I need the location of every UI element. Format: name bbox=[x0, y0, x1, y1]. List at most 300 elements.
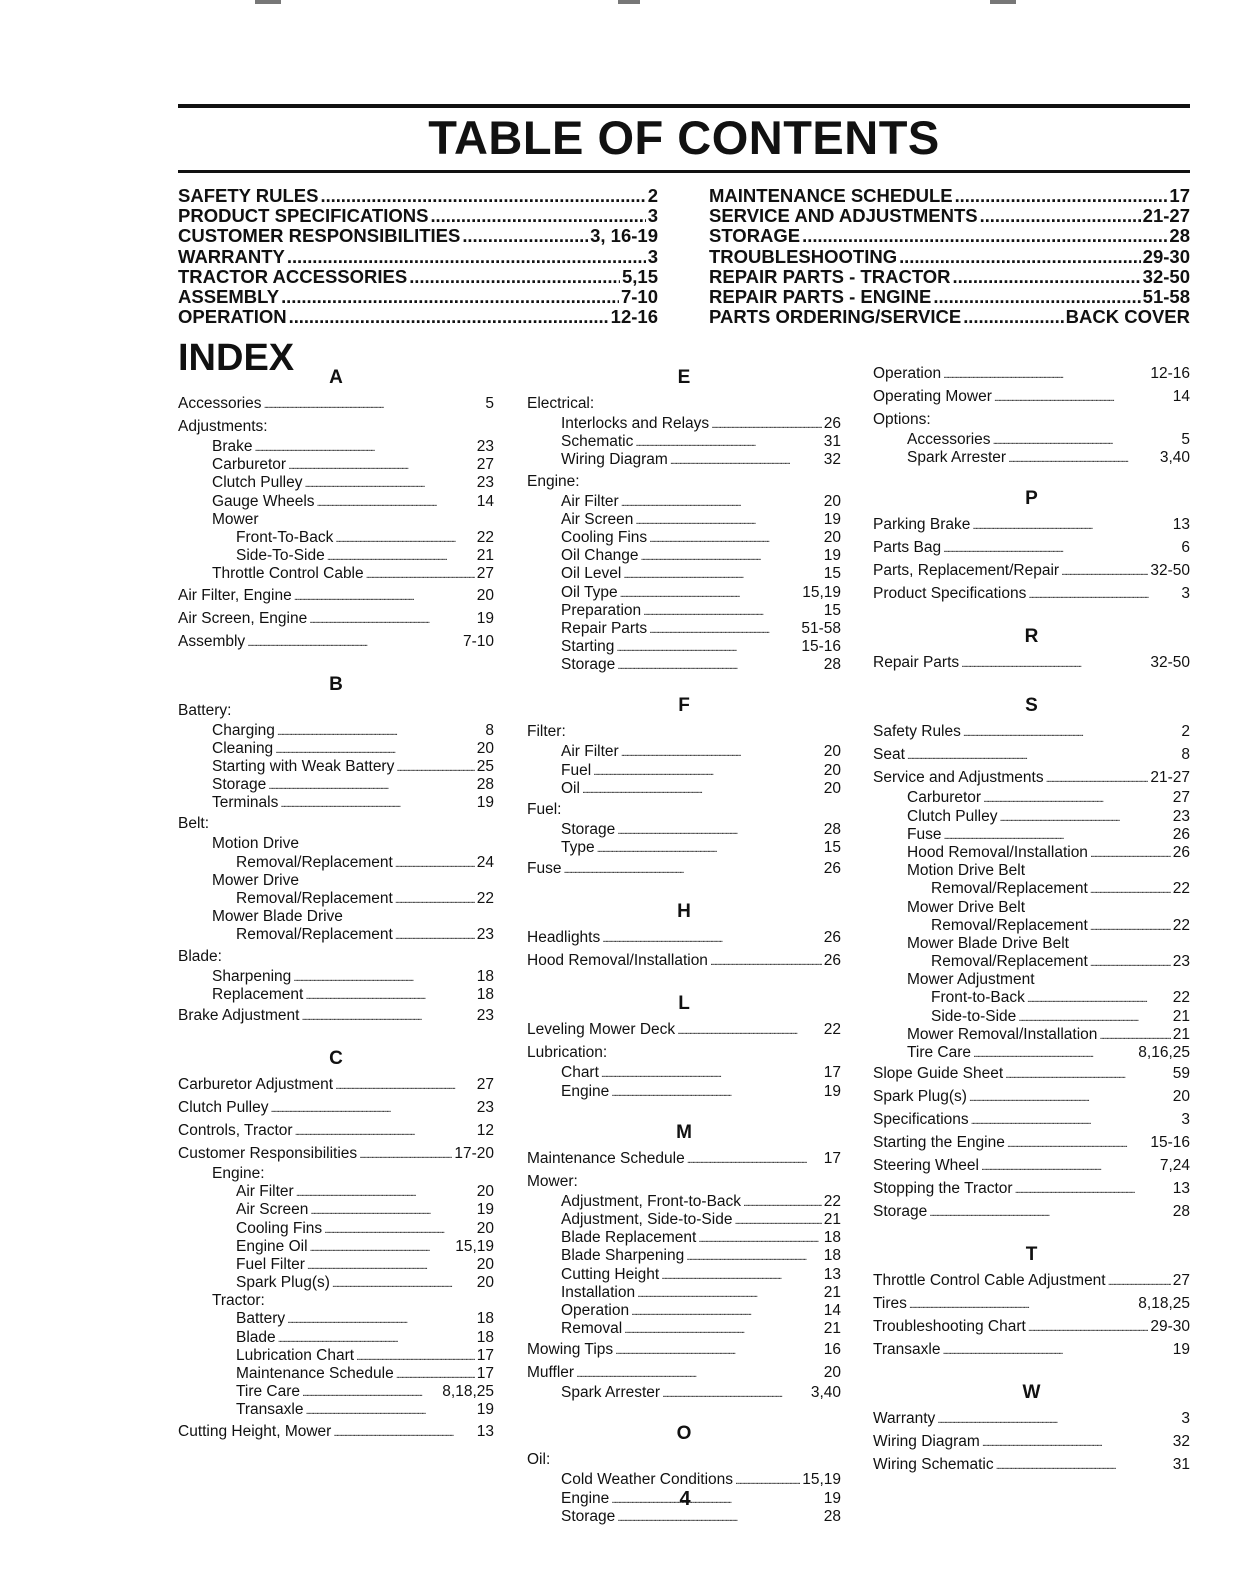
index-entry bbox=[873, 1292, 1190, 1315]
index-entry-page: 15,19 bbox=[455, 1237, 494, 1255]
index-entry-page: 23 bbox=[476, 1006, 494, 1024]
index-entry-text: Clutch Pulley bbox=[212, 474, 303, 492]
index-entry-text: Spark Plug(s) bbox=[873, 1088, 967, 1106]
index-entry-page: 19 bbox=[823, 547, 841, 565]
index-letter-heading: R bbox=[1024, 626, 1039, 648]
index-entry bbox=[873, 1407, 1190, 1430]
index-letter-heading: P bbox=[1025, 488, 1038, 510]
dot-leader bbox=[278, 1329, 475, 1347]
toc-entry-page: 7-10 bbox=[620, 286, 658, 307]
index-entry-page: 29-30 bbox=[1150, 1318, 1190, 1336]
index-entry-text: Motion Drive Belt bbox=[907, 862, 1026, 880]
index-entry-text: Brake bbox=[212, 438, 253, 455]
index-entry-text: Operation bbox=[561, 1301, 630, 1319]
title-rule bbox=[178, 170, 1190, 173]
index-entry-text: Mower Blade Drive bbox=[212, 908, 343, 926]
index-entry-page: 19 bbox=[1172, 1341, 1190, 1359]
index-entry bbox=[178, 890, 494, 908]
index-entry-text: Front-to-Back bbox=[931, 989, 1025, 1007]
index-entry bbox=[527, 1266, 841, 1284]
index-entry-text: Engine Oil bbox=[236, 1237, 308, 1255]
dot-leader bbox=[281, 287, 619, 307]
index-title: INDEX bbox=[178, 337, 295, 379]
dot-leader bbox=[430, 206, 645, 226]
index-entry-text: Mower bbox=[212, 510, 259, 528]
index-entry bbox=[178, 1119, 494, 1142]
index-entry-page: 18 bbox=[476, 1328, 494, 1346]
toc-entry bbox=[178, 287, 658, 307]
index-entry bbox=[527, 1384, 841, 1402]
index-entry-page: 20 bbox=[476, 1274, 494, 1292]
dot-leader bbox=[395, 854, 475, 872]
dot-leader bbox=[289, 307, 609, 327]
index-entry bbox=[527, 762, 841, 780]
index-entry bbox=[527, 511, 841, 529]
index-entry-text: Throttle Control Cable Adjustment bbox=[873, 1272, 1106, 1290]
index-letter-heading: S bbox=[1025, 695, 1038, 717]
dot-leader bbox=[631, 1302, 822, 1320]
index-entry-text: Mower: bbox=[527, 1172, 578, 1190]
index-entry-text: Cleaning bbox=[212, 739, 274, 757]
dot-leader bbox=[711, 415, 822, 433]
index-entry-text: Preparation bbox=[561, 601, 642, 619]
index-entry-page: 21 bbox=[1172, 1025, 1190, 1043]
index-entry-text: Operating Mower bbox=[873, 388, 992, 405]
index-entry-text: Assembly bbox=[178, 632, 246, 650]
index-entry-text: Mower Removal/Installation bbox=[907, 1025, 1098, 1043]
index-entry-page: 13 bbox=[476, 1422, 494, 1440]
index-entry-page: 7-10 bbox=[462, 632, 494, 650]
index-entry bbox=[873, 1108, 1190, 1131]
toc-entry bbox=[709, 206, 1190, 226]
index-entry-page: 51-58 bbox=[801, 619, 841, 637]
index-entry bbox=[178, 740, 494, 758]
index-entry-page: 32-50 bbox=[1150, 654, 1190, 672]
index-entry-text: Electrical: bbox=[527, 395, 595, 412]
index-entry-page: 19 bbox=[823, 510, 841, 528]
index-entry bbox=[178, 1238, 494, 1256]
index-entry bbox=[873, 1177, 1190, 1200]
index-entry-text: Interlocks and Relays bbox=[561, 415, 710, 432]
index-entry bbox=[527, 1041, 841, 1064]
index-entry-text: Fuel: bbox=[527, 801, 562, 818]
index-entry-text: Adjustment, Front-to-Back bbox=[561, 1192, 742, 1210]
index-entry bbox=[178, 1183, 494, 1201]
index-entry-text: Cold Weather Conditions bbox=[561, 1471, 734, 1489]
index-entry-page: 31 bbox=[1172, 1456, 1190, 1474]
dot-leader bbox=[929, 1200, 1170, 1223]
index-entry bbox=[527, 926, 841, 949]
index-entry-text: Tire Care bbox=[907, 1044, 972, 1061]
index-entry-text: Operation bbox=[873, 365, 942, 382]
dot-leader bbox=[969, 1085, 1171, 1108]
index-entry-page: 15,19 bbox=[802, 1471, 841, 1489]
index-entry bbox=[527, 529, 841, 547]
index-entry bbox=[873, 408, 1190, 431]
toc-entry-page: 12-16 bbox=[610, 307, 658, 328]
index-entry bbox=[178, 1165, 494, 1183]
dot-leader bbox=[409, 267, 620, 287]
dot-leader bbox=[961, 651, 1148, 674]
index-entry bbox=[178, 1201, 494, 1219]
index-entry bbox=[527, 451, 841, 469]
index-entry bbox=[873, 1026, 1190, 1044]
toc-entry-label: SAFETY RULES bbox=[178, 186, 319, 206]
index-letter-heading: H bbox=[677, 901, 691, 923]
index-entry-text: Side-To-Side bbox=[236, 547, 325, 565]
index-entry-page: 28 bbox=[823, 656, 841, 674]
dot-leader bbox=[620, 584, 801, 602]
toc-entry-label: PRODUCT SPECIFICATIONS bbox=[178, 206, 429, 227]
index-letter-heading: B bbox=[329, 673, 343, 695]
index-entry-text: Type bbox=[561, 839, 595, 857]
section-gap bbox=[873, 1361, 1190, 1377]
index-entry bbox=[873, 720, 1190, 743]
index-entry-text: Accessories bbox=[907, 431, 991, 448]
index-entry-text: Mower Blade Drive Belt bbox=[907, 934, 1069, 952]
toc-entry bbox=[709, 307, 1190, 327]
dot-leader bbox=[624, 1320, 822, 1338]
index-entry bbox=[873, 844, 1190, 862]
dot-leader bbox=[943, 826, 1170, 844]
index-entry-page: 19 bbox=[823, 1082, 841, 1100]
page-number: 4 bbox=[679, 1488, 691, 1510]
index-entry-page: 16 bbox=[823, 1341, 841, 1359]
index-entry-text: Carburetor Adjustment bbox=[178, 1075, 334, 1093]
index-entry bbox=[527, 1338, 841, 1361]
index-entry-page: 20 bbox=[476, 1219, 494, 1237]
dot-leader bbox=[982, 1430, 1171, 1453]
index-entry bbox=[178, 392, 494, 415]
index-entry bbox=[178, 776, 494, 794]
index-entry-text: Tire Care bbox=[236, 1383, 301, 1401]
index-entry-page: 20 bbox=[823, 779, 841, 797]
dot-leader bbox=[597, 839, 822, 857]
dot-leader bbox=[621, 743, 822, 761]
index-entry bbox=[527, 1448, 841, 1471]
dot-leader bbox=[1108, 1269, 1171, 1292]
index-entry-page: 28 bbox=[823, 821, 841, 838]
toc-entry-label: CUSTOMER RESPONSIBILITIES bbox=[178, 226, 461, 247]
toc-entry-page: 29-30 bbox=[1142, 246, 1190, 267]
index-entry-text: Oil Change bbox=[561, 547, 639, 565]
dot-leader bbox=[999, 808, 1170, 826]
toc-entry-page: 3, 16-19 bbox=[590, 226, 658, 247]
index-letter-heading: L bbox=[678, 993, 690, 1015]
index-entry bbox=[873, 766, 1190, 789]
dot-leader bbox=[287, 1310, 475, 1328]
section-gap bbox=[178, 653, 494, 669]
dot-leader bbox=[710, 949, 822, 972]
dot-leader bbox=[1046, 766, 1149, 789]
index-entry bbox=[873, 935, 1190, 953]
index-entry bbox=[873, 862, 1190, 880]
index-entry bbox=[178, 529, 494, 547]
dot-leader bbox=[670, 451, 822, 469]
index-entry bbox=[873, 1044, 1190, 1062]
index-entry-page: 20 bbox=[476, 586, 494, 604]
dot-leader bbox=[993, 431, 1180, 449]
toc-entry-label: REPAIR PARTS - TRACTOR bbox=[709, 266, 951, 287]
index-letter-heading: M bbox=[676, 1121, 692, 1143]
dot-leader bbox=[637, 1284, 822, 1302]
index-entry bbox=[873, 899, 1190, 917]
toc-entry-label: SERVICE AND ADJUSTMENTS bbox=[709, 206, 978, 227]
index-entry-page: 26 bbox=[823, 415, 841, 432]
index-entry-text: Removal/Replacement bbox=[931, 880, 1088, 898]
index-entry bbox=[527, 1284, 841, 1302]
dot-leader bbox=[973, 1044, 1136, 1062]
index-entry-page: 12 bbox=[476, 1121, 494, 1139]
dot-leader bbox=[1028, 1315, 1149, 1338]
toc-entry-label: PARTS ORDERING/SERVICE bbox=[709, 307, 962, 328]
index-entry bbox=[527, 857, 841, 880]
dot-leader bbox=[623, 565, 821, 583]
dot-leader bbox=[933, 287, 1140, 307]
index-entry bbox=[873, 826, 1190, 844]
index-entry-page: 32 bbox=[1172, 1433, 1190, 1451]
index-entry-page: 19 bbox=[476, 794, 494, 812]
toc-entry-page: 17 bbox=[1169, 186, 1190, 206]
index-entry-page: 13 bbox=[1172, 516, 1190, 534]
index-entry-text: Specifications bbox=[873, 1111, 969, 1129]
index-entry-page: 26 bbox=[823, 860, 841, 878]
index-entry-page: 18 bbox=[823, 1229, 841, 1247]
index-entry bbox=[527, 602, 841, 620]
index-entry bbox=[178, 493, 494, 511]
dot-leader bbox=[582, 780, 822, 798]
index-entry-page: 17 bbox=[823, 1064, 841, 1082]
index-entry-text: Oil Type bbox=[561, 583, 618, 601]
index-entry-text: Maintenance Schedule bbox=[236, 1365, 394, 1382]
index-entry bbox=[527, 1247, 841, 1265]
index-entry-page: 15 bbox=[823, 565, 841, 583]
section-gap bbox=[527, 1101, 841, 1117]
dot-leader bbox=[963, 720, 1179, 743]
dot-leader bbox=[396, 758, 474, 776]
index-entry-text: Fuse bbox=[907, 825, 942, 843]
index-entry-text: Cutting Height, Mower bbox=[178, 1422, 332, 1440]
dot-leader bbox=[602, 926, 822, 949]
index-entry-page: 8 bbox=[485, 721, 494, 739]
index-entry-text: Clutch Pulley bbox=[907, 807, 998, 825]
index-entry-page: 20 bbox=[823, 528, 841, 546]
index-entry bbox=[178, 1142, 494, 1165]
index-entry-page: 2 bbox=[1181, 723, 1190, 741]
index-entry-page: 12-16 bbox=[1150, 365, 1190, 382]
dot-leader bbox=[563, 857, 821, 880]
dot-leader bbox=[255, 438, 475, 456]
dot-leader bbox=[743, 1193, 822, 1211]
dot-leader bbox=[687, 1147, 822, 1170]
index-entry bbox=[527, 433, 841, 451]
index-entry-text: Hood Removal/Installation bbox=[527, 952, 708, 970]
index-entry-page: 3 bbox=[1181, 1111, 1190, 1129]
toc-entry-page: 3 bbox=[647, 206, 658, 227]
index-entry-text: Wiring Diagram bbox=[873, 1433, 980, 1451]
index-entry-text: Controls, Tractor bbox=[178, 1121, 293, 1139]
index-entry-page: 27 bbox=[1172, 789, 1190, 807]
index-entry bbox=[873, 362, 1190, 385]
index-entry bbox=[178, 722, 494, 740]
dot-leader bbox=[617, 1508, 821, 1526]
dot-leader bbox=[287, 247, 646, 267]
index-entry bbox=[178, 584, 494, 607]
index-entry bbox=[527, 1193, 841, 1211]
dot-leader bbox=[643, 602, 822, 620]
index-entry-page: 14 bbox=[476, 492, 494, 510]
dot-leader bbox=[677, 1018, 822, 1041]
index-entry-text: Air Screen bbox=[236, 1201, 309, 1219]
index-entry-text: Cooling Fins bbox=[236, 1219, 323, 1237]
index-entry-text: Fuse bbox=[527, 860, 562, 878]
index-entry bbox=[178, 699, 494, 722]
index-entry-page: 18 bbox=[823, 1247, 841, 1265]
index-entry bbox=[178, 474, 494, 492]
index-entry-page: 19 bbox=[823, 1489, 841, 1507]
toc-entry-label: ASSEMBLY bbox=[178, 286, 280, 307]
index-entry-text: Brake Adjustment bbox=[178, 1006, 300, 1024]
index-entry-text: Air Filter bbox=[561, 492, 619, 510]
index-entry bbox=[178, 872, 494, 890]
index-entry bbox=[873, 1269, 1190, 1292]
index-entry-page: 20 bbox=[476, 1183, 494, 1201]
index-entry bbox=[178, 1420, 494, 1443]
index-entry-text: Engine: bbox=[527, 472, 580, 490]
index-entry-text: Repair Parts bbox=[561, 619, 648, 637]
index-entry bbox=[527, 821, 841, 839]
index-entry-text: Steering Wheel bbox=[873, 1157, 979, 1175]
index-entry-text: Parts, Replacement/Repair bbox=[873, 562, 1060, 580]
index-entry bbox=[178, 945, 494, 968]
index-entry-text: Blade Replacement bbox=[561, 1229, 697, 1247]
index-entry-page: 32 bbox=[823, 451, 841, 469]
index-letter-heading: T bbox=[1025, 1244, 1038, 1266]
index-entry-text: Adjustments: bbox=[178, 418, 268, 435]
dot-leader bbox=[1090, 880, 1171, 898]
dot-leader bbox=[309, 607, 475, 630]
index-entry-text: Engine bbox=[561, 1489, 610, 1507]
index-entry-page: 19 bbox=[476, 609, 494, 627]
index-entry bbox=[178, 1365, 494, 1383]
index-entry bbox=[873, 1315, 1190, 1338]
index-entry bbox=[873, 808, 1190, 826]
index-entry-text: Stopping the Tractor bbox=[873, 1180, 1013, 1198]
index-entry bbox=[178, 1329, 494, 1347]
index-entry-page: 23 bbox=[1172, 807, 1190, 825]
index-entry bbox=[178, 758, 494, 776]
index-entry-text: Blade Sharpening bbox=[561, 1247, 685, 1265]
dot-leader bbox=[356, 1347, 475, 1365]
toc-entry-label: TROUBLESHOOTING bbox=[709, 246, 898, 267]
index-entry bbox=[527, 1147, 841, 1170]
index-entry-text: Adjustment, Side-to-Side bbox=[561, 1210, 733, 1228]
index-entry-text: Oil: bbox=[527, 1451, 551, 1469]
index-entry bbox=[527, 1083, 841, 1101]
index-entry-text: Spark Arrester bbox=[907, 449, 1007, 467]
index-entry-page: 21 bbox=[823, 1210, 841, 1228]
dot-leader bbox=[963, 307, 1063, 327]
index-column-1 bbox=[178, 362, 494, 1443]
dot-leader bbox=[621, 493, 822, 511]
index-entry bbox=[527, 1211, 841, 1229]
index-entry bbox=[873, 989, 1190, 1007]
index-entry-page: 26 bbox=[823, 952, 841, 970]
section-gap bbox=[527, 972, 841, 988]
index-entry bbox=[527, 1302, 841, 1320]
index-entry-page: 14 bbox=[1172, 388, 1190, 405]
index-entry-text: Schematic bbox=[561, 433, 634, 451]
index-entry-text: Slope Guide Sheet bbox=[873, 1065, 1004, 1083]
dot-leader bbox=[611, 1490, 821, 1508]
index-entry-page: 13 bbox=[823, 1265, 841, 1283]
index-entry-page: 15-16 bbox=[1150, 1134, 1190, 1152]
dot-leader bbox=[268, 776, 474, 794]
index-entry-text: Headlights bbox=[527, 929, 601, 947]
index-entry bbox=[873, 536, 1190, 559]
dot-leader bbox=[280, 794, 474, 812]
index-entry-page: 8 bbox=[1181, 746, 1190, 764]
dot-leader bbox=[616, 638, 799, 656]
index-entry-text: Seat bbox=[873, 746, 905, 764]
dot-leader bbox=[310, 1201, 474, 1219]
toc-entry-label: OPERATION bbox=[178, 307, 287, 328]
scan-mark bbox=[990, 0, 1016, 4]
index-entry-page: 27 bbox=[476, 456, 494, 474]
index-entry-page: 19 bbox=[476, 1201, 494, 1219]
dot-leader bbox=[617, 821, 821, 839]
dot-leader bbox=[304, 474, 474, 492]
toc-entry bbox=[709, 247, 1190, 267]
index-entry-text: Mower Drive bbox=[212, 871, 299, 889]
index-entry bbox=[178, 926, 494, 944]
dot-leader bbox=[288, 456, 475, 474]
index-entry-text: Blade bbox=[236, 1328, 276, 1346]
dot-leader bbox=[635, 511, 821, 529]
index-entry-text: Carburetor bbox=[907, 789, 982, 807]
toc-entry-page: 3 bbox=[647, 246, 658, 267]
index-entry bbox=[178, 1310, 494, 1328]
index-entry-text: Front-To-Back bbox=[236, 528, 334, 546]
toc-entry-label: REPAIR PARTS - ENGINE bbox=[709, 286, 932, 307]
index-entry-text: Removal/Replacement bbox=[931, 916, 1088, 934]
section-gap bbox=[873, 1223, 1190, 1239]
index-entry bbox=[178, 1401, 494, 1419]
dot-leader bbox=[294, 584, 475, 607]
index-entry bbox=[873, 385, 1190, 408]
index-entry bbox=[873, 582, 1190, 605]
dot-leader bbox=[305, 1401, 474, 1419]
dot-leader bbox=[649, 529, 822, 547]
section-gap bbox=[873, 467, 1190, 483]
dot-leader bbox=[359, 1142, 452, 1165]
index-entry bbox=[527, 470, 841, 493]
index-entry-text: Removal bbox=[561, 1320, 623, 1338]
index-entry-text: Storage bbox=[561, 821, 616, 838]
index-entry-text: Lubrication Chart bbox=[236, 1346, 355, 1364]
dot-leader bbox=[307, 1256, 475, 1274]
index-entry-text: Safety Rules bbox=[873, 723, 961, 741]
index-entry bbox=[527, 949, 841, 972]
index-entry-text: Motion Drive bbox=[212, 835, 299, 853]
index-entry bbox=[527, 415, 841, 433]
index-entry bbox=[178, 812, 494, 835]
index-entry-text: Mowing Tips bbox=[527, 1341, 614, 1359]
index-entry-page: 23 bbox=[476, 474, 494, 492]
index-entry bbox=[527, 1064, 841, 1082]
index-entry-page: 3,40 bbox=[810, 1384, 841, 1402]
index-entry-text: Storage bbox=[561, 1507, 616, 1525]
